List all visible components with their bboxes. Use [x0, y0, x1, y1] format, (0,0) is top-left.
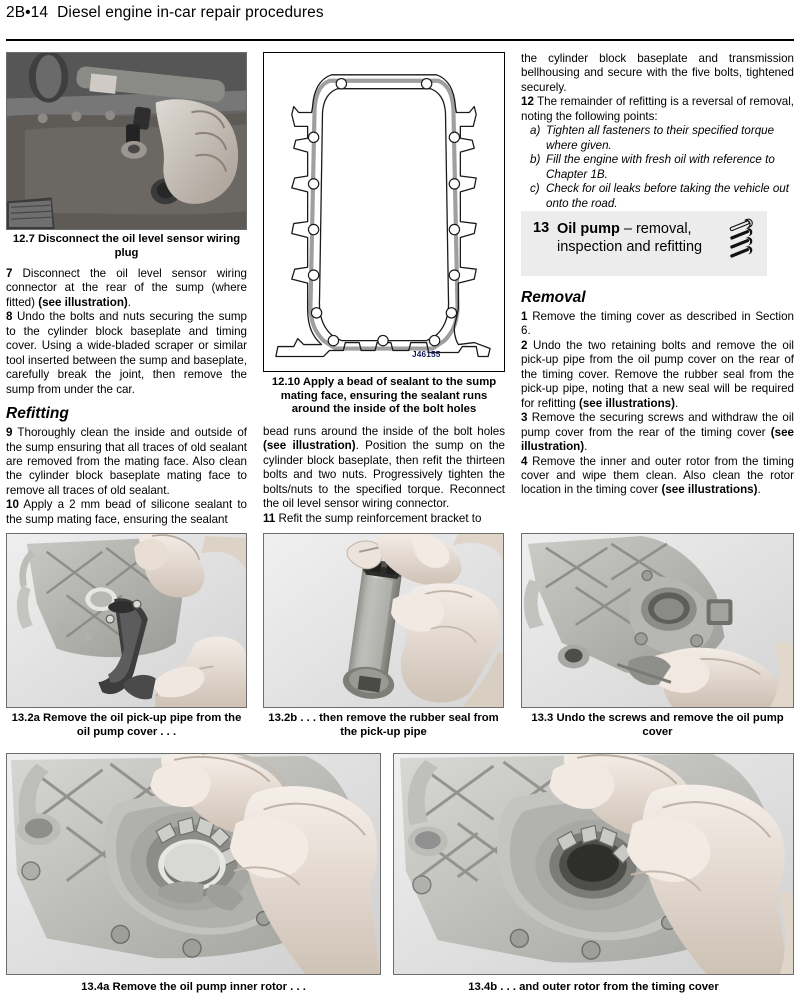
figure-12-7: [6, 52, 247, 230]
spanner-difficulty-icon: [727, 217, 755, 273]
paragraph-7-see-illustration: (see illustration): [38, 295, 128, 309]
list-marker: b): [530, 153, 541, 167]
figure-13-2b: [263, 533, 504, 708]
paragraph-4: [521, 455, 794, 498]
paragraph-2-number: 2: [521, 338, 528, 352]
paragraph-3-number: 3: [521, 411, 528, 425]
paragraph-4-see-illustrations: (see illustrations): [661, 483, 758, 497]
paragraph-12-list: [521, 124, 794, 211]
paragraph-8: [6, 310, 247, 397]
paragraph-10: [6, 498, 247, 527]
paragraph-3: [521, 411, 794, 454]
artwork-reference-code: J46155: [412, 350, 441, 359]
subheading-refitting: Refitting: [6, 405, 69, 423]
paragraph-11: [263, 512, 505, 526]
figure-13-3-image: [522, 534, 793, 707]
paragraph-11-number: 11: [263, 511, 276, 525]
page-title: Diesel engine in-car repair procedures: [57, 4, 324, 21]
paragraph-10-number: 10: [6, 498, 19, 512]
caption-13-4b-text: 13.4b . . . and outer rotor from the timing cover: [468, 981, 719, 993]
header-rule: [6, 39, 794, 41]
paragraph-11-continued: the cylinder block baseplate and transmission bellhousing and secure with the five bolts, tightened securely.: [521, 52, 794, 94]
paragraph-3-text-b: .: [584, 440, 588, 454]
figure-13-2a: [6, 533, 247, 708]
paragraph-9-text: Thoroughly clean the inside and outside of the sump ensuring that all traces of old sealant are removed from the mating face. Also clean the cylinder block baseplate mating face to remove all traces of old sealant.: [6, 426, 247, 497]
caption-13-3-text: 13.3 Undo the screws and remove the oil pump cover: [531, 712, 784, 738]
column-3-body-top: [521, 52, 794, 211]
paragraph-1-text: Remove the timing cover as described in Section 6.: [521, 310, 794, 338]
paragraph-10-see-illustration: (see illustration): [263, 439, 356, 453]
paragraph-10-cont-text-a: bead runs around the inside of the bolt holes: [263, 425, 505, 438]
section-title: [557, 220, 737, 256]
list-item-text: Fill the engine with fresh oil with reference to Chapter 1B.: [546, 153, 775, 181]
caption-13-4a: [6, 981, 381, 995]
caption-12-7-text: 12.7 Disconnect the oil level sensor wiring plug: [12, 233, 241, 259]
spanner-icon-stack: [727, 217, 755, 273]
paragraph-7: [6, 267, 247, 310]
paragraph-1: [521, 310, 794, 339]
figure-13-4a-image: [7, 754, 380, 974]
caption-13-4a-text: 13.4a Remove the oil pump inner rotor . . .: [81, 981, 306, 993]
paragraph-7-text-a: Disconnect the oil level sensor wiring connector at the rear of the sump (where fitted): [6, 267, 247, 309]
caption-12-7: [6, 233, 247, 260]
section-title-rest: – removal, inspection and refitting: [557, 221, 703, 255]
paragraph-9: [6, 426, 247, 498]
caption-13-2b-text: 13.2b . . . then remove the rubber seal from the pick-up pipe: [268, 712, 499, 738]
list-marker: c): [530, 182, 540, 196]
page-header: [6, 4, 794, 30]
paragraph-7-text-b: .: [127, 295, 131, 309]
caption-13-2a: [6, 712, 247, 739]
list-marker: a): [530, 124, 541, 138]
figure-13-3: [521, 533, 794, 708]
paragraph-12-number: 12: [521, 95, 534, 109]
paragraph-10-continued: [263, 425, 505, 512]
paragraph-3-see-illustration: (see illustration): [521, 425, 794, 454]
column-2-body: [263, 425, 505, 526]
artwork-12-10-sump-gasket: [263, 52, 505, 372]
section-number: 13: [533, 220, 550, 236]
paragraph-4-number: 4: [521, 454, 528, 468]
paragraph-10-text: Apply a 2 mm bead of silicone sealant to the sump mating face, ensuring the sealant: [6, 498, 247, 526]
paragraph-8-text: Undo the bolts and nuts securing the sump to the cylinder block baseplate and timing cover. Using a wide-bladed scraper or similar tool inserted between the sump and baseplate, carefully break the joint, then remove the sump from under the car.: [6, 310, 247, 396]
paragraph-2: [521, 339, 794, 411]
paragraph-1-number: 1: [521, 310, 528, 323]
list-item: [530, 182, 794, 211]
caption-13-2a-text: 13.2a Remove the oil pick-up pipe from the oil pump cover . . .: [11, 712, 242, 738]
paragraph-3-text-a: Remove the securing screws and withdraw the oil pump cover from the rear of the timing cover: [521, 411, 794, 439]
paragraph-2-text-a: Undo the two retaining bolts and remove the oil pick-up pipe from the oil pump cover on the rear of the timing cover. Remove the rubber seal from the pick-up pipe, noting that a new seal will be required for refitting: [521, 338, 794, 410]
paragraph-7-number: 7: [6, 267, 13, 280]
list-item-text: Tighten all fasteners to their specified torque where given.: [546, 124, 775, 152]
caption-13-3: [521, 712, 794, 739]
section-header-oil-pump: [521, 211, 767, 276]
paragraph-11-text: Refit the sump reinforcement bracket to: [278, 511, 482, 525]
list-item-text: Check for oil leaks before taking the vehicle out onto the road.: [546, 182, 789, 210]
section-title-subject: Oil pump: [557, 221, 620, 237]
paragraph-10-cont-text-b: . Position the sump on the cylinder block baseplate, then refit the thirteen bolts and two nuts. Progressively tighten the bolts/nuts to the specified torque. Reconnect the oil level sensor wiring connector.: [263, 439, 506, 511]
figure-13-4b: [393, 753, 794, 975]
subheading-removal: Removal: [521, 289, 586, 306]
figure-13-2a-image: [7, 534, 246, 707]
column-1-body: [6, 267, 247, 527]
paragraph-2-text-b: .: [675, 396, 679, 410]
list-item: [530, 124, 794, 153]
paragraph-12-text: The remainder of refitting is a reversal of removal, noting the following points:: [521, 95, 794, 123]
paragraph-4-text-b: .: [757, 483, 761, 497]
figure-13-4b-image: [394, 754, 793, 974]
paragraph-9-number: 9: [6, 426, 13, 440]
sump-mating-face-diagram: [264, 53, 504, 370]
figure-13-4a: [6, 753, 381, 975]
caption-12-10: [263, 376, 505, 417]
figure-12-7-image: [7, 53, 246, 229]
caption-13-4b: [393, 981, 794, 995]
paragraph-4-text-a: Remove the inner and outer rotor from the timing cover and wipe them clean. Also clean the rotor location in the timing cover: [521, 454, 794, 497]
paragraph-8-number: 8: [6, 310, 13, 324]
caption-13-2b: [263, 712, 504, 739]
paragraph-12: [521, 95, 794, 124]
list-item: [530, 153, 794, 182]
page-folio: 2B•14: [6, 4, 49, 21]
caption-12-10-text: 12.10 Apply a bead of sealant to the sump mating face, ensuring the sealant runs around the inside of the bolt holes: [271, 376, 497, 416]
paragraph-2-see-illustrations: (see illustrations): [579, 396, 675, 410]
column-3-body-bottom: [521, 288, 794, 498]
figure-13-2b-image: [264, 534, 503, 707]
